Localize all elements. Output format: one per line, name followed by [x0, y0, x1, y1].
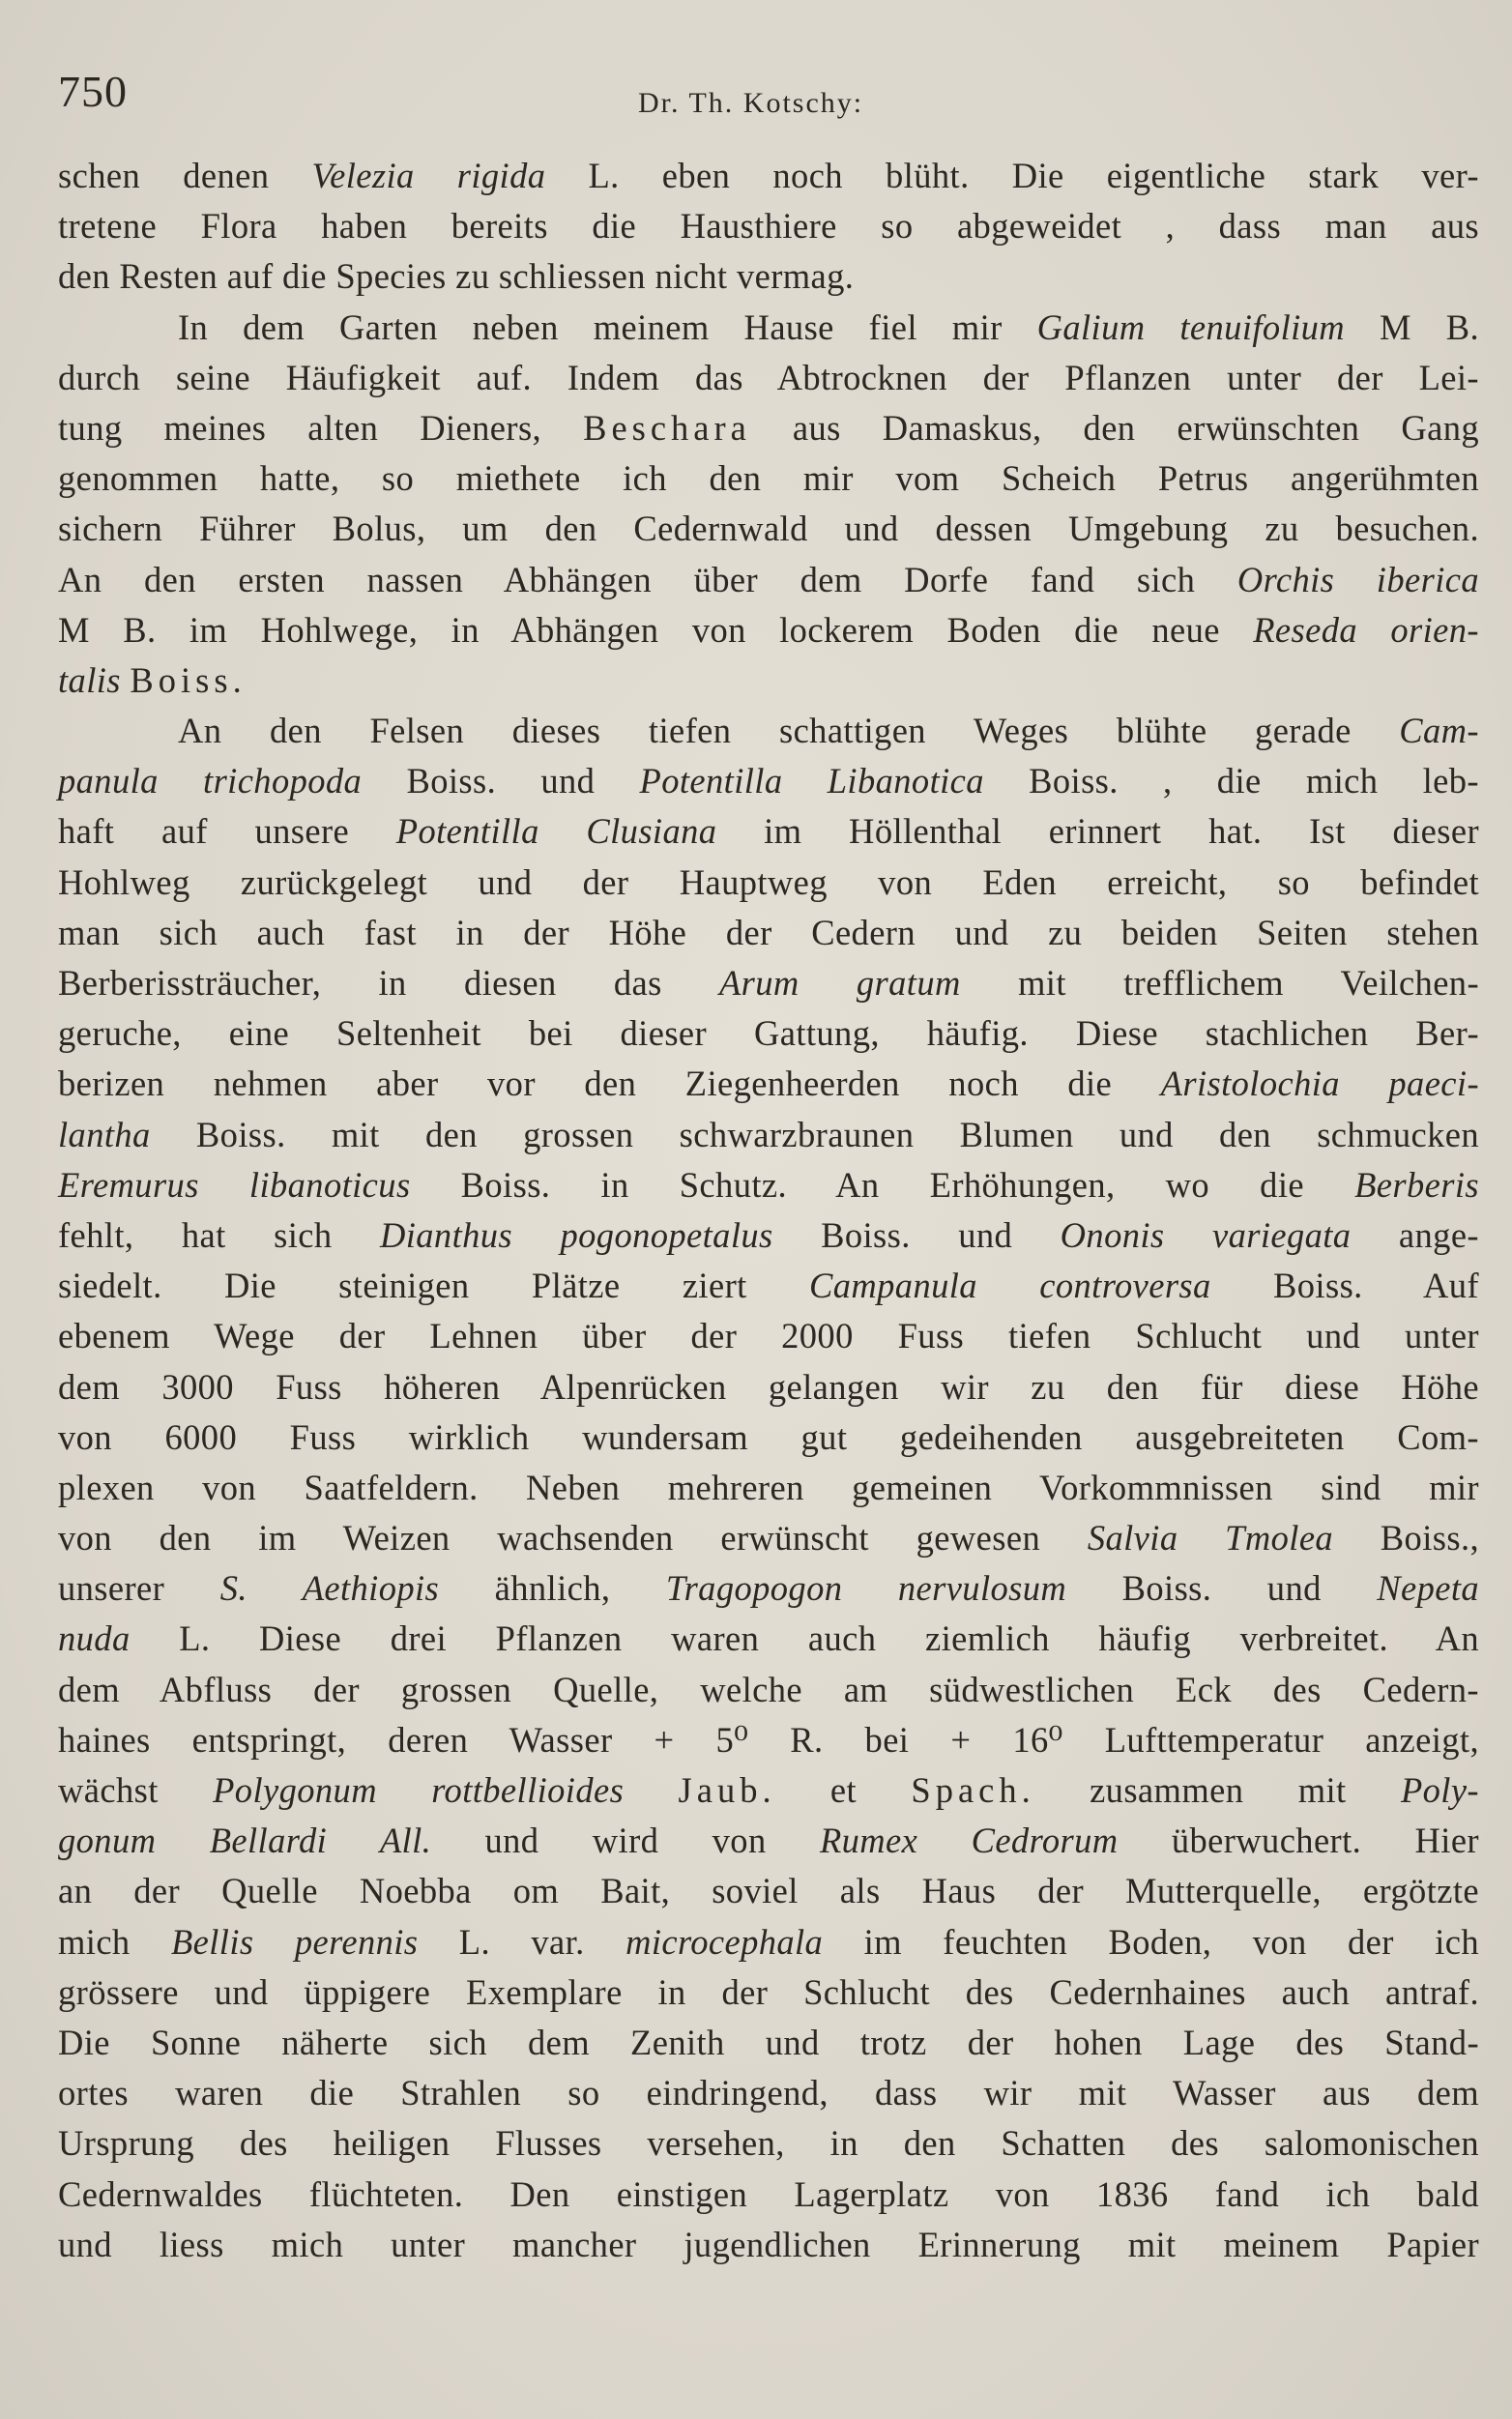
italic-taxon: panula trichopoda: [58, 761, 363, 801]
italic-taxon: Dianthus pogonopetalus: [379, 1214, 773, 1255]
text-segment: L. eben noch blüht. Die eigentliche stark ver-: [545, 156, 1479, 195]
italic-taxon: Eremurus libanoticus: [58, 1164, 411, 1205]
text-segment: Boiss. , die mich leb-: [983, 761, 1479, 801]
text-segment: haft auf unsere: [58, 811, 396, 852]
text-segment: [121, 660, 131, 700]
text-segment: plexen von Saatfeldern. Neben mehreren gemeinen Vorkommnissen sind mir: [58, 1467, 1479, 1507]
text-segment: Boiss. und: [362, 761, 640, 801]
text-segment: Berberissträucher, in diesen das: [58, 963, 719, 1003]
text-segment: dem 3000 Fuss höheren Alpenrücken gelangen wir zu den für diese Höhe: [58, 1366, 1479, 1407]
text-segment: et: [775, 1770, 912, 1810]
italic-taxon: Salvia Tmolea: [1087, 1518, 1334, 1559]
text-segment: sichern Führer Bolus, um den Cedernwald und dessen Umgebung zu besuchen.: [58, 509, 1479, 549]
text-segment: siedelt. Die steinigen Plätze ziert: [58, 1266, 809, 1306]
text-segment: In dem Garten neben meinem Hause fiel mir: [178, 306, 1037, 347]
text-segment: L. Diese drei Pflanzen waren auch ziemlich häufig verbreitet. An: [130, 1618, 1479, 1659]
text-line: [58, 1917, 1479, 1967]
text-line: [58, 706, 1479, 756]
text-line: [58, 1563, 1479, 1614]
italic-taxon: Aristolochia paeci-: [1160, 1064, 1479, 1104]
text-line: [58, 453, 1479, 504]
italic-taxon: talis: [58, 659, 121, 700]
text-segment: durch seine Häufigkeit auf. Indem das Abtrocknen der Pflanzen unter der Lei-: [58, 357, 1479, 397]
italic-taxon: Potentilla Clusiana: [395, 811, 717, 852]
text-line: [58, 1160, 1479, 1210]
text-line: [58, 858, 1479, 908]
text-line: [58, 656, 1479, 706]
text-segment: L. var.: [418, 1921, 626, 1962]
text-segment: ange-: [1351, 1214, 1479, 1255]
italic-taxon: Nepeta: [1377, 1568, 1480, 1609]
text-line: [58, 1513, 1479, 1563]
text-line: [58, 2170, 1479, 2220]
text-segment: an der Quelle Noebba om Bait, soviel als Haus der Mutterquelle, ergötzte: [58, 1871, 1479, 1911]
text-segment: Boiss.,: [1333, 1518, 1479, 1559]
italic-taxon: Reseda orien-: [1253, 609, 1479, 650]
text-line: [58, 555, 1479, 605]
text-line: [58, 1210, 1479, 1261]
text-segment: überwuchert. Hier: [1118, 1821, 1479, 1861]
italic-taxon: Bellis perennis: [170, 1921, 419, 1962]
text-segment: von 6000 Fuss wirklich wundersam gut gedeihenden ausgebreiteten Com-: [58, 1416, 1479, 1457]
text-line: [58, 806, 1479, 857]
italic-taxon: Polygonum rottbellioides: [213, 1770, 625, 1810]
italic-taxon: Campanula controversa: [809, 1266, 1211, 1306]
text-segment: ähnlich,: [439, 1568, 666, 1609]
text-segment: M B. im Hohlwege, in Abhängen von lockerem Boden die neue: [58, 609, 1254, 650]
text-segment: von den im Weizen wachsenden erwünscht gewesen: [58, 1518, 1088, 1559]
text-line: [58, 2068, 1479, 2118]
text-line: [58, 1463, 1479, 1513]
text-segment: ortes waren die Strahlen so eindringend, dass wir mit Wasser aus dem: [58, 2073, 1479, 2113]
text-segment: Boiss. mit den grossen schwarzbraunen Blumen und den schmucken: [150, 1114, 1479, 1154]
text-segment: und liess mich unter mancher jugendlichen Erinnerung mit meinem Papier: [58, 2224, 1479, 2264]
text-segment: Ursprung des heiligen Flusses versehen, in den Schatten des salomonischen: [58, 2123, 1479, 2164]
italic-taxon: lantha: [58, 1114, 151, 1154]
text-line: [58, 251, 1479, 302]
text-line: [58, 1614, 1479, 1664]
text-line: [58, 1715, 1479, 1765]
text-segment: grössere und üppigere Exemplare in der Schlucht des Cedernhaines auch antraf.: [58, 1971, 1479, 2012]
spaced-author: Boiss.: [130, 659, 247, 700]
text-line: [58, 403, 1479, 453]
text-segment: mich: [58, 1921, 171, 1962]
text-segment: Cedernwaldes flüchteten. Den einstigen Lagerplatz von 1836 fand ich bald: [58, 2173, 1479, 2214]
text-segment: Hohlweg zurückgelegt und der Hauptweg von Eden erreicht, so befindet: [58, 861, 1479, 902]
italic-taxon: Cam-: [1399, 711, 1479, 751]
text-line: [58, 2018, 1479, 2068]
text-segment: An den ersten nassen Abhängen über dem Dorfe fand sich: [58, 559, 1237, 599]
text-line: [58, 151, 1479, 201]
text-line: [58, 2220, 1479, 2270]
text-segment: [624, 1770, 678, 1810]
text-line: [58, 958, 1479, 1008]
text-line: [58, 1765, 1479, 1816]
spaced-author: Beschara: [583, 407, 751, 448]
italic-taxon: Potentilla Libanotica: [639, 761, 984, 801]
page-header: [58, 60, 1479, 128]
text-line: [58, 1413, 1479, 1463]
text-line: [58, 1261, 1479, 1311]
italic-taxon: Poly-: [1400, 1770, 1479, 1810]
text-segment: im feuchten Boden, von der ich: [823, 1921, 1479, 1962]
text-line: [58, 1059, 1479, 1109]
italic-taxon: Ononis variegata: [1060, 1214, 1352, 1255]
italic-taxon: Velezia rigida: [311, 156, 546, 195]
text-segment: schen denen: [58, 156, 312, 195]
text-segment: den Resten auf die Species zu schliessen nicht vermag.: [58, 256, 855, 297]
text-segment: An den Felsen dieses tiefen schattigen Weges blühte gerade: [178, 711, 1400, 751]
italic-taxon: S. Aethiopis: [219, 1568, 440, 1609]
text-line: [58, 1008, 1479, 1059]
text-segment: und wird von: [431, 1821, 820, 1861]
italic-taxon: Rumex Cedrorum: [819, 1821, 1119, 1861]
text-line: [58, 1816, 1479, 1866]
page-number: 750: [58, 67, 128, 116]
text-segment: aus Damaskus, den erwünschten Gang: [750, 407, 1479, 448]
text-segment: im Höllenthal erinnert hat. Ist dieser: [716, 811, 1479, 852]
text-segment: unserer: [58, 1568, 220, 1609]
text-line: [58, 504, 1479, 554]
italic-taxon: Tragopogon nervulosum: [665, 1568, 1067, 1609]
text-line: [58, 605, 1479, 656]
text-line: [58, 1967, 1479, 2018]
italic-taxon: microcephala: [625, 1921, 824, 1962]
body-text: [58, 151, 1479, 2270]
text-segment: tung meines alten Dieners,: [58, 407, 584, 448]
text-line: [58, 908, 1479, 958]
italic-taxon: Arum gratum: [718, 963, 961, 1003]
italic-taxon: nuda: [58, 1618, 131, 1659]
text-segment: haines entspringt, deren Wasser + 5⁰ R. bei + 16⁰ Lufttemperatur anzeigt,: [58, 1719, 1479, 1760]
spaced-author: Jaub.: [678, 1770, 776, 1810]
text-line: [58, 1665, 1479, 1715]
text-segment: Boiss. und: [1066, 1568, 1378, 1609]
text-segment: berizen nehmen aber vor den Ziegenheerden noch die: [58, 1064, 1161, 1104]
text-segment: man sich auch fast in der Höhe der Cedern und zu beiden Seiten stehen: [58, 912, 1479, 952]
text-segment: zusammen mit: [1034, 1770, 1401, 1810]
text-segment: geruche, eine Seltenheit bei dieser Gattung, häufig. Diese stachlichen Ber-: [58, 1013, 1479, 1054]
text-line: [58, 303, 1479, 353]
text-line: [58, 1110, 1479, 1160]
text-line: [58, 1362, 1479, 1413]
text-line: [58, 1311, 1479, 1361]
text-line: [58, 353, 1479, 403]
text-segment: wächst: [58, 1770, 214, 1810]
italic-taxon: Galium tenuifolium: [1036, 306, 1346, 347]
text-segment: fehlt, hat sich: [58, 1214, 380, 1255]
text-line: [58, 201, 1479, 251]
text-line: [58, 1866, 1479, 1916]
text-segment: mit trefflichem Veilchen-: [960, 963, 1480, 1003]
text-segment: M B.: [1345, 306, 1479, 347]
spaced-author: Spach.: [911, 1770, 1035, 1810]
italic-taxon: gonum Bellardi All.: [58, 1821, 432, 1861]
text-segment: Boiss. Auf: [1210, 1266, 1479, 1306]
running-head: Dr. Th. Kotschy:: [638, 87, 864, 119]
text-segment: Boiss. und: [772, 1214, 1061, 1255]
text-segment: Boiss. in Schutz. An Erhöhungen, wo die: [410, 1164, 1355, 1205]
text-line: [58, 2118, 1479, 2169]
text-line: [58, 756, 1479, 806]
italic-taxon: Berberis: [1354, 1164, 1479, 1205]
text-segment: ebenem Wege der Lehnen über der 2000 Fuss tiefen Schlucht und unter: [58, 1316, 1479, 1356]
text-segment: dem Abfluss der grossen Quelle, welche am südwestlichen Eck des Cedern-: [58, 1669, 1479, 1709]
text-segment: tretene Flora haben bereits die Hausthiere so abgeweidet , dass man aus: [58, 206, 1479, 247]
text-segment: genommen hatte, so miethete ich den mir vom Scheich Petrus angerühmten: [58, 458, 1479, 499]
text-segment: Die Sonne näherte sich dem Zenith und trotz der hohen Lage des Stand-: [58, 2022, 1479, 2062]
italic-taxon: Orchis iberica: [1236, 559, 1479, 599]
